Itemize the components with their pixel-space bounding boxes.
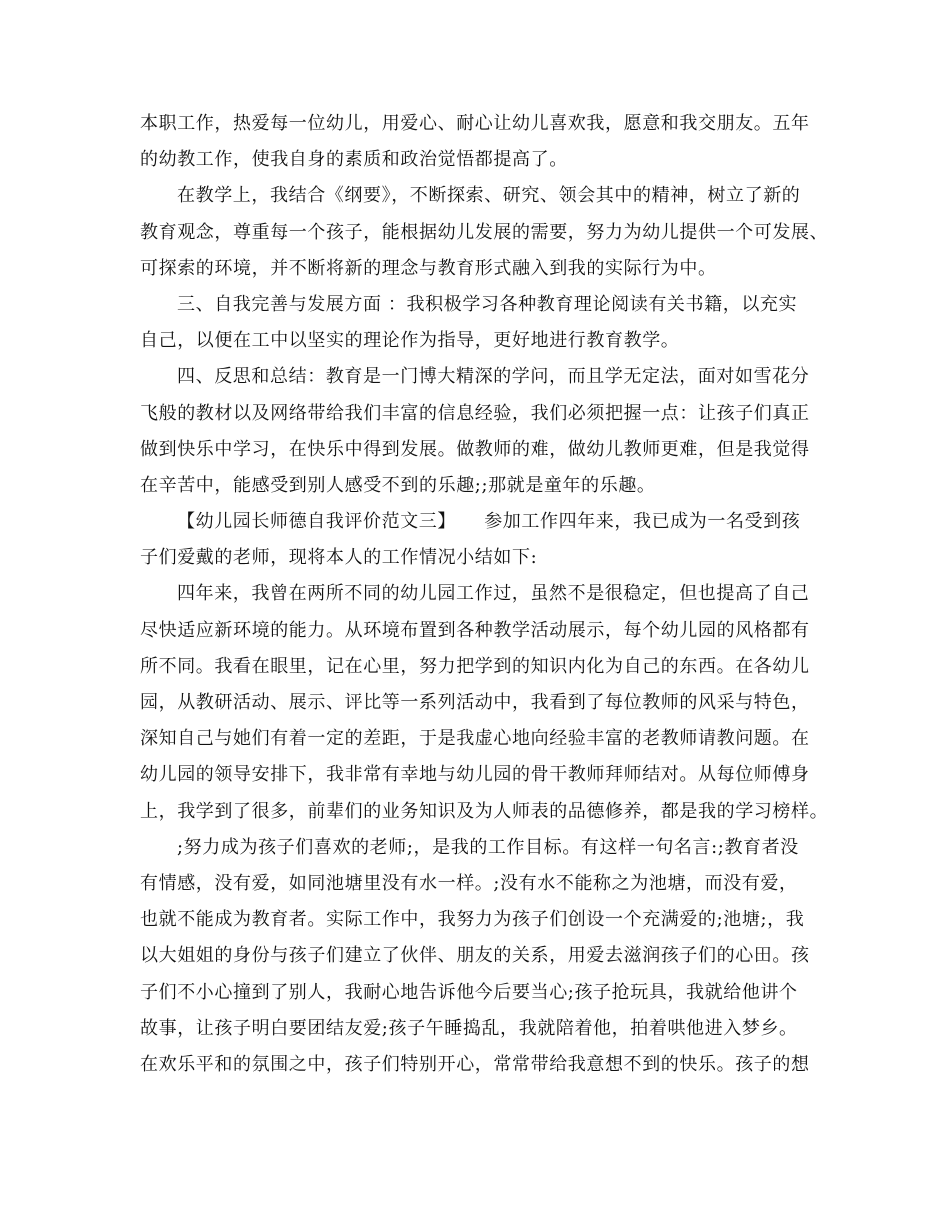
text-line: 自己，以便在工中以坚实的理论作为指导，更好地进行教育教学。 xyxy=(140,330,680,352)
text-line: 在教学上，我结合《纲要》，不断探索、研究、领会其中的精神，树立了新的 xyxy=(177,185,801,207)
text-line: 有情感，没有爱，如同池塘里没有水一样。;没有水不能称之为池塘，而没有爱， xyxy=(140,872,798,894)
text-line: 也就不能成为教育者。实际工作中，我努力为孩子们创设一个充满爱的;池塘;，我 xyxy=(140,909,805,931)
text-line: 子们不小心撞到了别人，我耐心地告诉他今后要当心;孩子抢玩具，我就给他讲个 xyxy=(140,981,798,1003)
text-line: 以大姐姐的身份与孩子们建立了伙伴、朋友的关系，用爱去滋润孩子们的心田。孩 xyxy=(140,945,810,967)
text-line: 四年来，我曾在两所不同的幼儿园工作过，虽然不是很稳定，但也提高了自己 xyxy=(177,583,810,605)
document-body xyxy=(140,106,830,1083)
text-line: 的幼教工作，使我自身的素质和政治觉悟都提高了。 xyxy=(140,149,568,171)
text-line: 园，从教研活动、展示、评比等一系列活动中，我看到了每位教师的风采与特色， xyxy=(140,692,810,713)
text-line: 尽快适应新环境的能力。从环境布置到各种教学活动展示，每个幼儿园的风格都有 xyxy=(140,619,810,641)
text-line: 所不同。我看在眼里，记在心里，努力把学到的知识内化为自己的东西。在各幼儿 xyxy=(140,655,810,677)
text-line: 四、反思和总结：教育是一门博大精深的学问，而且学无定法，面对如雪花分 xyxy=(177,366,810,388)
text-line: 子们爱戴的老师，现将本人的工作情况小结如下: xyxy=(140,547,538,569)
text-line: 可探索的环境，并不断将新的理念与教育形式融入到我的实际行为中。 xyxy=(140,257,717,279)
text-line: 在辛苦中，能感受到别人感受不到的乐趣;;那就是童年的乐趣。 xyxy=(140,474,656,496)
text-line: 飞般的教材以及网络带给我们丰富的信息经验，我们必须把握一点：让孩子们真正 xyxy=(140,402,810,424)
text-line: 教育观念，尊重每一个孩子，能根据幼儿发展的需要，努力为幼儿提供一个可发展、 xyxy=(140,221,829,243)
text-line: 三、自我完善与发展方面 ：我积极学习各种教育理论阅读有关书籍，以充实 xyxy=(177,293,798,315)
text-line: ;努力成为孩子们喜欢的老师;，是我的工作目标。有这样一句名言:;教育者没 xyxy=(177,836,799,858)
text-line: 本职工作，热爱每一位幼儿，用爱心、耐心让幼儿喜欢我，愿意和我交朋友。五年 xyxy=(140,113,810,134)
text-line: 做到快乐中学习，在快乐中得到发展。做教师的难，做幼儿教师更难，但是我觉得 xyxy=(140,438,810,460)
text-line: 【幼儿园长师德自我评价范文三】 参加工作四年来，我已成为一名受到孩 xyxy=(177,511,801,533)
text-line: 故事，让孩子明白要团结友爱;孩子午睡捣乱，我就陪着他，拍着哄他进入梦乡。 xyxy=(140,1017,798,1039)
text-line: 幼儿园的领导安排下，我非常有幸地与幼儿园的骨干教师拜师结对。从每位师傅身 xyxy=(140,764,810,786)
text-line: 深知自己与她们有着一定的差距，于是我虚心地向经验丰富的老教师请教问题。在 xyxy=(140,728,810,750)
text-line: 上，我学到了很多，前辈们的业务知识及为人师表的品德修养，都是我的学习榜样。 xyxy=(140,800,829,822)
text-line: 在欢乐平和的氛围之中，孩子们特别开心，常常带给我意想不到的快乐。孩子的想 xyxy=(140,1053,810,1075)
